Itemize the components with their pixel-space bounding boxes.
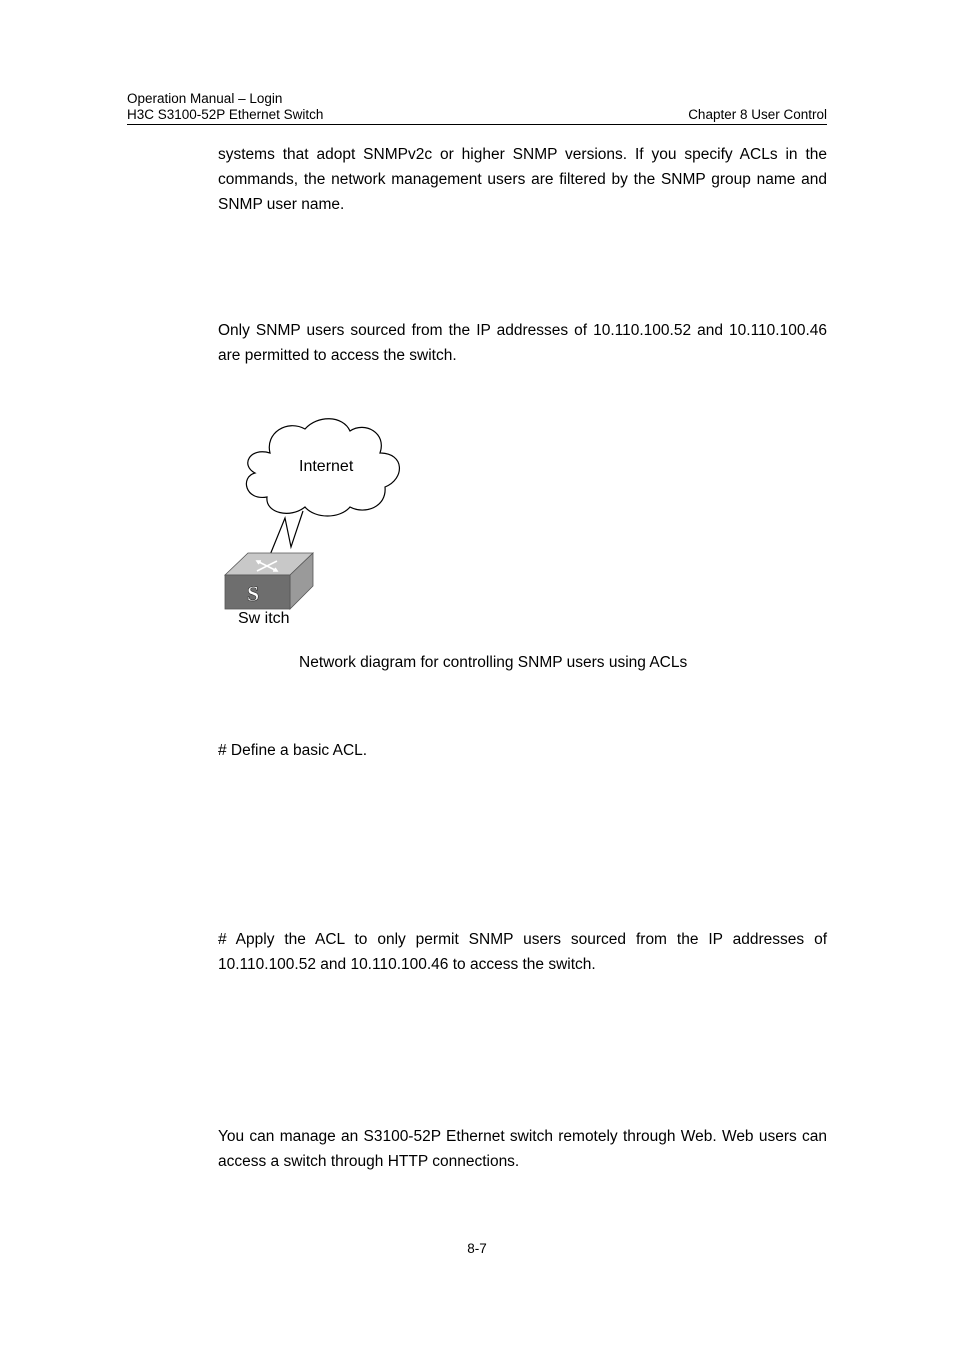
paragraph-web-users: You can manage an S3100-52P Ethernet switch remotely through Web. Web users can access a switch through HTTP connections. (218, 1128, 827, 1170)
cloud-icon (246, 419, 399, 516)
page-number: 8-7 (467, 1241, 487, 1256)
lightning-link-icon (270, 511, 303, 555)
switch-badge: S (247, 581, 260, 606)
manual-title: Operation Manual – Login (127, 91, 283, 106)
chapter-title: Chapter 8 User Control (688, 107, 827, 122)
paragraph-requirements: Only SNMP users sourced from the IP addresses of 10.110.100.52 and 10.110.100.46 are permitted to access the switch. (218, 322, 827, 364)
paragraph-snmp-filtering: systems that adopt SNMPv2c or higher SNMP versions. If you specify ACLs in the commands, the network management users are filtered by the SNMP group name and SNMP user name. (218, 146, 827, 213)
figure-caption: Network diagram for controlling SNMP users using ACLs (299, 654, 688, 671)
running-header-left (127, 91, 323, 123)
header-rule (127, 124, 827, 125)
step-define-acl: # Define a basic ACL. (218, 742, 368, 759)
network-diagram (215, 415, 415, 630)
switch-label: Sw itch (238, 610, 290, 627)
product-name: H3C S3100-52P Ethernet Switch (127, 107, 324, 122)
cloud-label: Internet (299, 458, 354, 475)
step-apply-acl: # Apply the ACL to only permit SNMP users sourced from the IP addresses of 10.110.100.52 and 10.110.100.46 to access the switch. (218, 931, 827, 973)
switch-icon (225, 553, 313, 609)
